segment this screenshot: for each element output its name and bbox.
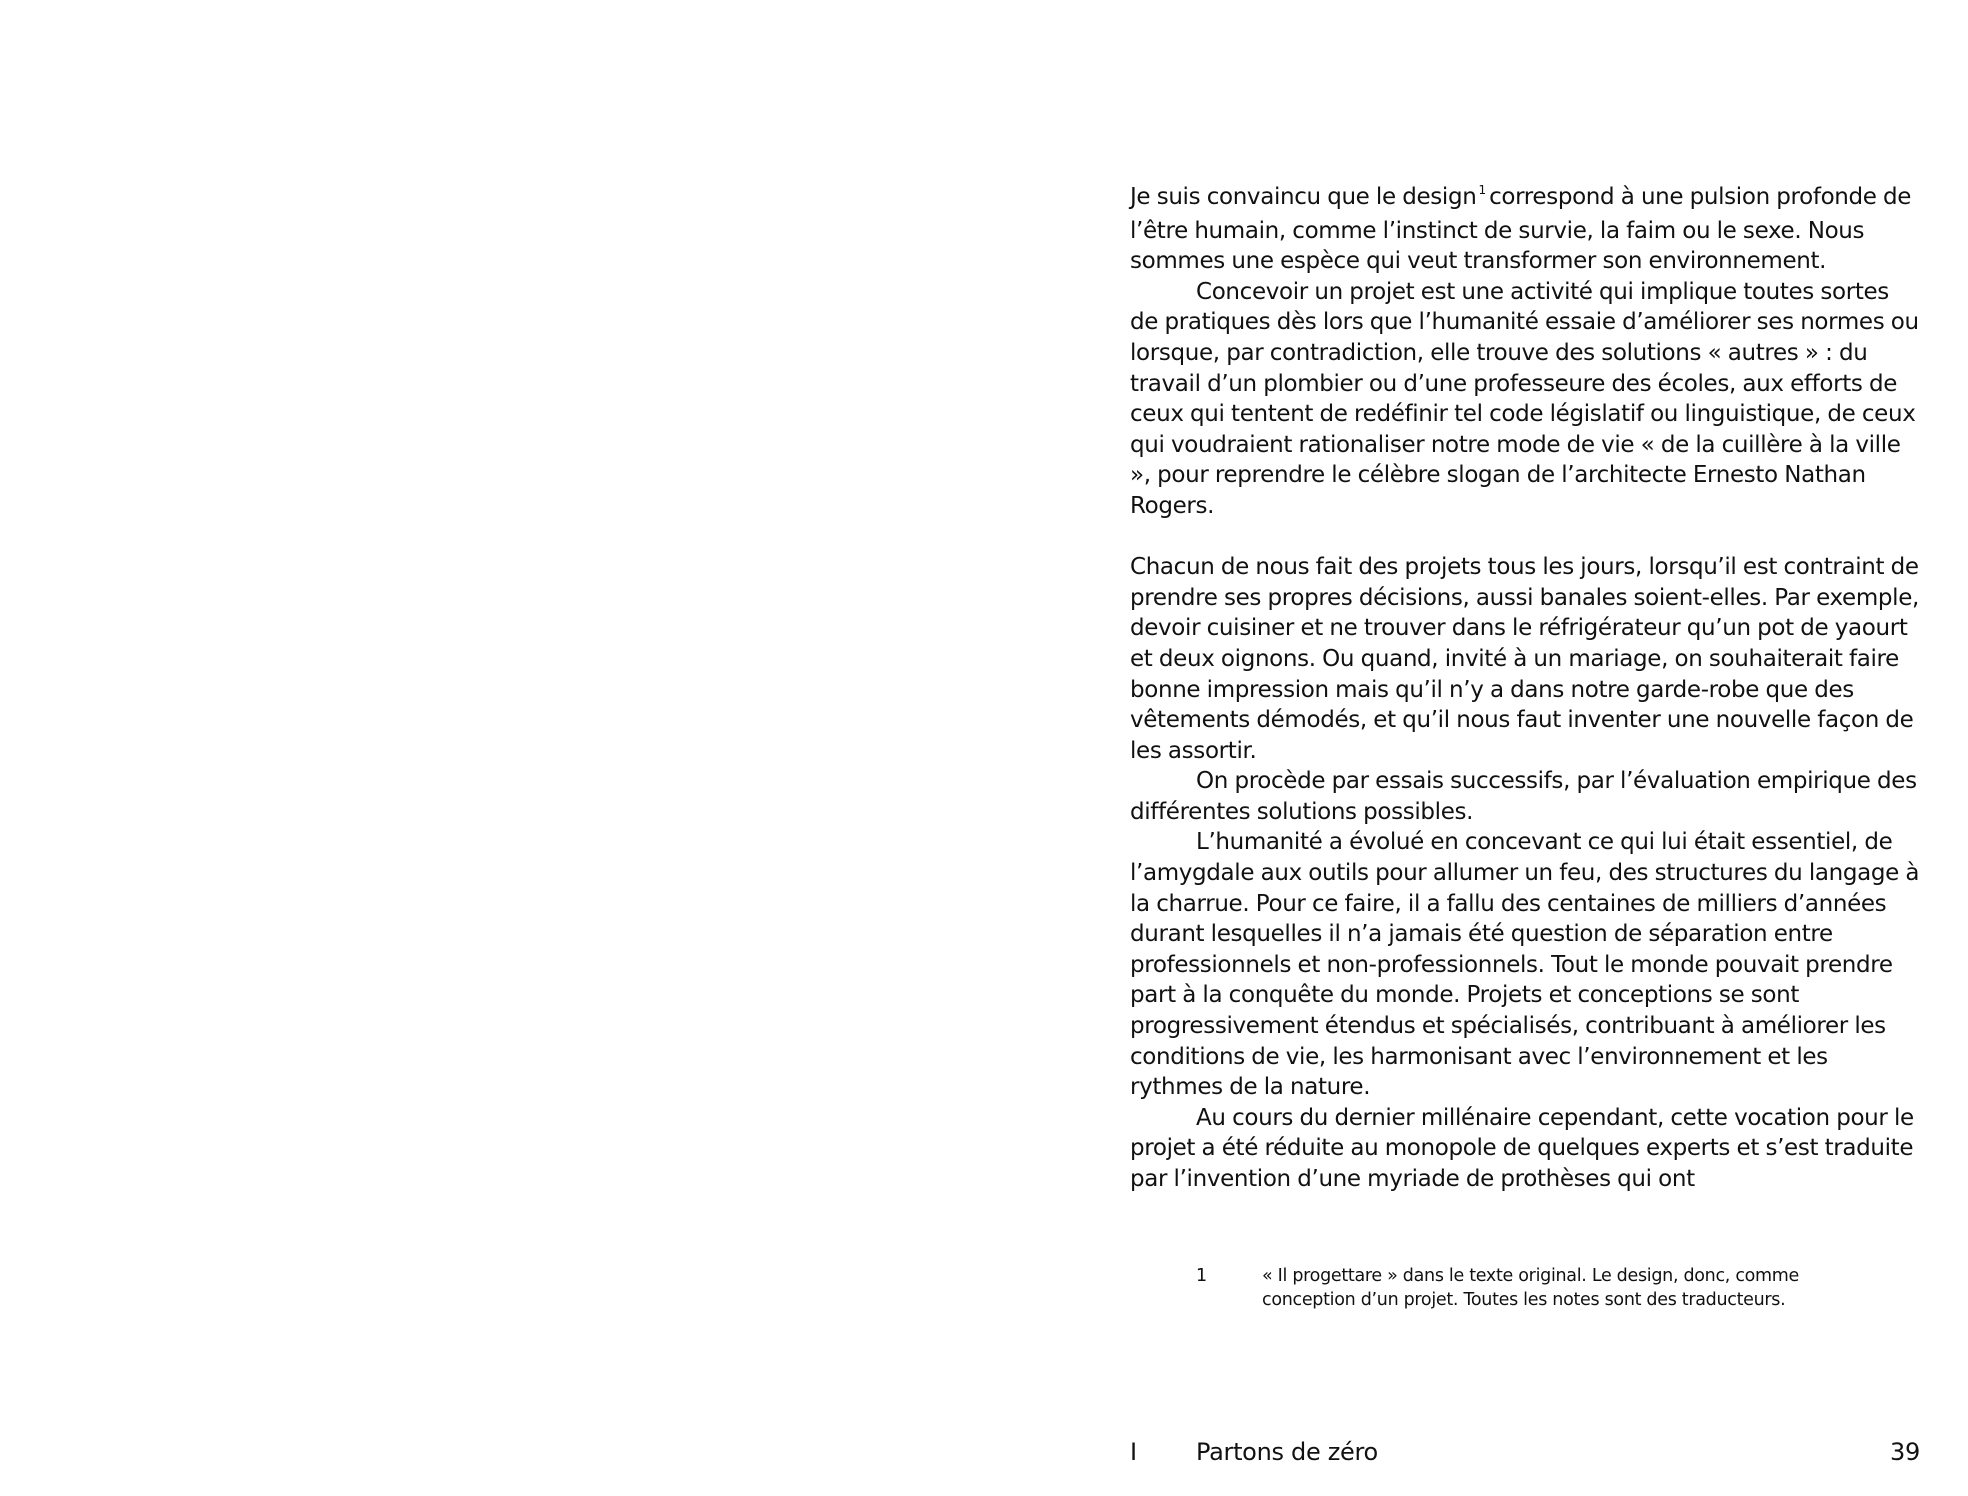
- paragraph-4: On procède par essais successifs, par l’évaluation empirique des différentes solutions possibles.: [1130, 768, 1917, 825]
- footnote-text: « Il progettare » dans le texte original. Le design, donc, comme conception d’un projet. Toutes les notes sont des traducteurs.: [1262, 1266, 1800, 1310]
- paragraph-1-end: correspond à une pulsion profonde de l’être humain, comme l’instinct de survie, la faim ou le sexe. Nous sommes une espèce qui veut transformer son environnement.: [1130, 184, 1912, 275]
- running-footer: [1130, 1436, 1920, 1468]
- paragraph-6: Au cours du dernier millénaire cependant, cette vocation pour le projet a été réduite au monopole de quelques experts et s’est traduite par l’invention d’une myriade de prothèses qui ont: [1130, 1104, 1914, 1192]
- footer-part-number: I: [1130, 1438, 1137, 1466]
- footnote-number: 1: [1196, 1266, 1207, 1286]
- right-page: [984, 0, 1968, 1496]
- paragraph-2: Concevoir un projet est une activité qui implique toutes sortes de pratiques dès lors que l’humanité essaie d’améliorer ses normes ou lorsque, par contradiction, elle trouve des solutions « autres » : du travail d’un plombier ou d’une professeure des écoles, aux efforts de ceux qui tentent de redéfinir tel code législatif ou linguistique, de ceux qui voudraient rationaliser notre mode de vie « de la cuillère à la ville », pour reprendre le célèbre slogan de l’architecte Ernesto Nathan Rogers.: [1130, 278, 1919, 519]
- paragraph-3: Chacun de nous fait des projets tous les jours, lorsqu’il est contraint de prendre ses propres décisions, aussi banales soient-elles. Par exemple, devoir cuisiner et ne trouver dans le réfrigérateur qu’un pot de yaourt et deux oignons. Ou quand, invité à un mariage, on souhaiterait faire bonne impression mais qu’il n’y a dans notre garde-robe que des vêtements démodés, et qu’il nous faut inventer une nouvelle façon de les assortir.: [1130, 554, 1919, 764]
- paragraph-5: L’humanité a évolué en concevant ce qui lui était essentiel, de l’amygdale aux outils pour allumer un feu, des structures du langage à la charrue. Pour ce faire, il a fallu des centaines de milliers d’années durant lesquelles il n’a jamais été question de séparation entre professionnels et non-professionnels. Tout le monde pouvait prendre part à la conquête du monde. Projets et conceptions se sont progressivement étendus et spécialisés, contribuant à améliorer les conditions de vie, les harmonisant avec l’environnement et les rythmes de la nature.: [1130, 829, 1920, 1101]
- paragraph-1-start: Je suis convaincu que le design: [1130, 184, 1477, 210]
- footer-chapter-title: Partons de zéro: [1196, 1438, 1378, 1466]
- footnote-reference: 1: [1478, 183, 1487, 197]
- paragraph-1: [1130, 182, 1920, 277]
- body-text: [1130, 182, 1920, 1195]
- page-number: 39: [1890, 1438, 1920, 1466]
